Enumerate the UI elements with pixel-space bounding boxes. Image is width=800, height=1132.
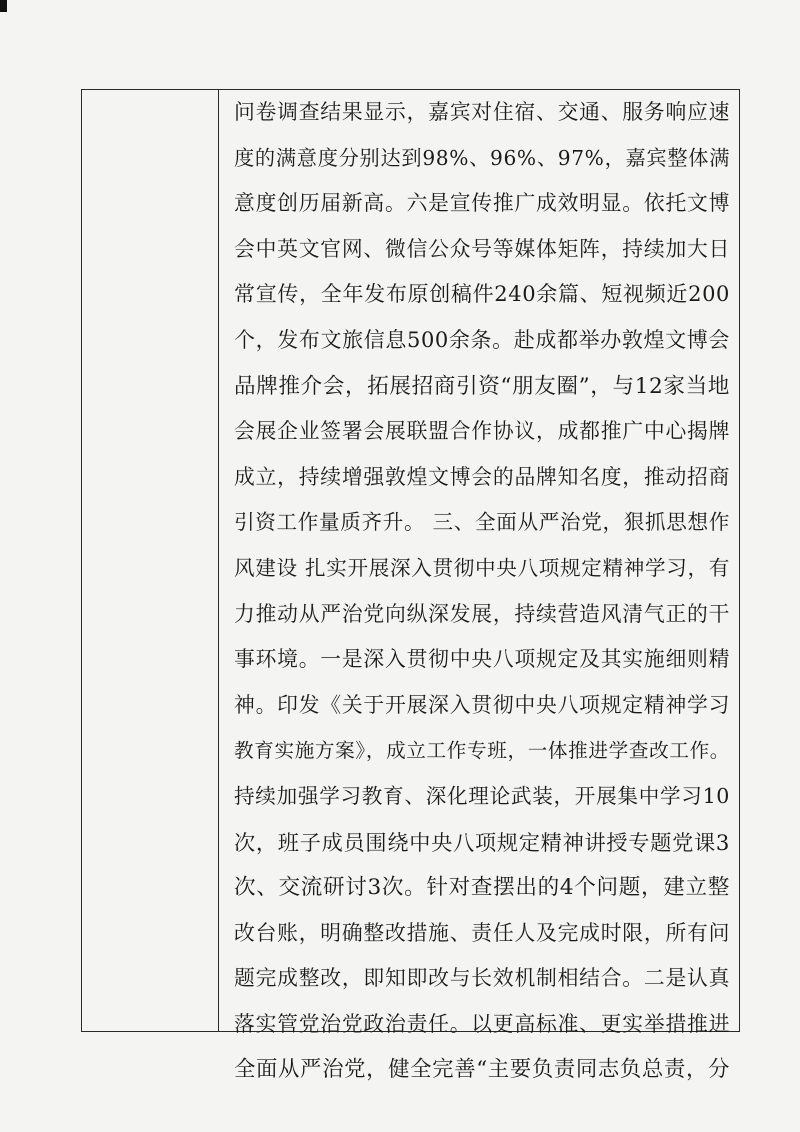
text-line: 会展企业签署会展联盟合作协议，成都推广中心揭牌 [234,419,730,444]
text-line: 问卷调查结果显示，嘉宾对住宿、交通、服务响应速 [234,100,730,124]
text-line: 成立，持续增强敦煌文博会的品牌知名度，推动招商 [234,464,730,489]
text-line: 品牌推介会，拓展招商引资“朋友圈”，与12家当地 [234,373,730,399]
text-line: 意度创历届新高。六是宣传推广成效明显。依托文博 [234,191,730,216]
scan-corner-mark [0,0,7,12]
text-line: 次，班子成员围绕中央八项规定精神讲授专题党课3 [234,829,730,855]
text-line: 事环境。一是深入贯彻中央八项规定及其实施细则精 [234,647,730,672]
text-line: 全面从严治党，健全完善“主要负责同志负总责，分 [234,1057,730,1083]
text-line: 力推动从严治党向纵深发展，持续营造风清气正的干 [234,601,730,626]
text-line: 落实管党治党政治责任。以更高标准、更实举措推进 [234,1011,730,1036]
text-line: 风建设 扎实开展深入贯彻中央八项规定精神学习，有 [234,555,730,580]
text-line: 持续加强学习教育、深化理论武装，开展集中学习10 [234,783,730,808]
text-line: 引资工作量质齐升。 三、全面从严治党，狠抓思想作 [234,510,730,535]
text-line: 神。印发《关于开展深入贯彻中央八项规定精神学习 [234,692,730,717]
text-line: 个，发布文旅信息500余条。赴成都举办敦煌文博会 [234,327,730,352]
text-line: 度的满意度分别达到98%、96%、97%，嘉宾整体满 [234,145,730,170]
table-column-divider [218,89,219,1032]
body-text-cell [234,90,730,1093]
text-line: 会中英文官网、微信公众号等媒体矩阵，持续加大日 [234,236,730,261]
text-line: 常宣传，全年发布原创稿件240余篇、短视频近200 [234,282,730,307]
text-line: 教育实施方案》，成立工作专班，一体推进学查改工作。 [234,739,730,763]
text-line: 题完成整改，即知即改与长效机制相结合。二是认真 [234,966,730,991]
text-line: 次、交流研讨3次。针对查摆出的4个问题，建立整 [234,875,730,901]
text-line: 改台账，明确整改措施、责任人及完成时限，所有问 [234,920,730,945]
